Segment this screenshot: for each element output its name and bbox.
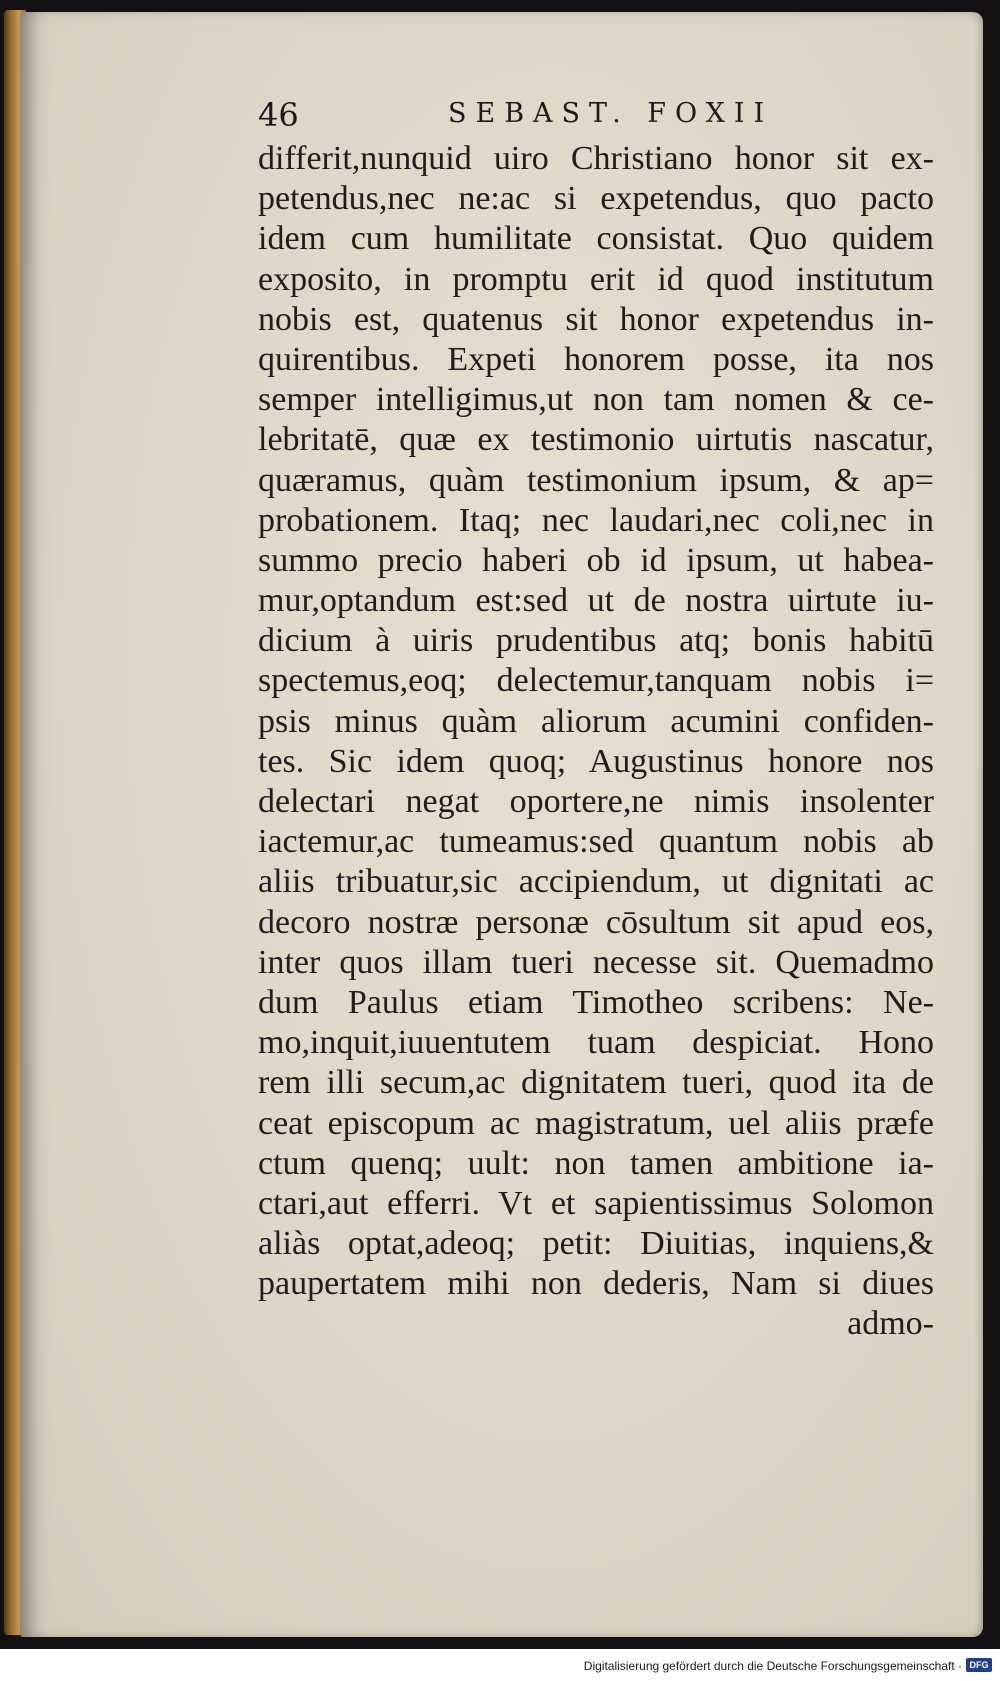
text-line: decoro nostræ personæ cōsultum sit apud eos,	[258, 903, 934, 941]
text-line: tes. Sic idem quoq; Augustinus honore nos	[258, 742, 934, 780]
text-line: lebritatē, quæ ex testimonio uirtutis nascatur,	[258, 421, 934, 459]
text-line: semper intelligimus,ut non tam nomen & ce-	[258, 381, 934, 419]
text-line: psis minus quàm aliorum acumini confiden-	[258, 702, 934, 740]
text-line: mo,inquit,iuuentutem tuam despiciat. Hono	[258, 1024, 934, 1062]
footer-bar	[0, 1649, 1000, 1681]
text-line: dicium à uiris prudentibus atq; bonis habitū	[258, 622, 934, 660]
catchword: admo-	[847, 1305, 934, 1343]
text-line: delectari negat oportere,ne nimis insolenter	[258, 783, 934, 820]
text-line: paupertatem mihi non dederis, Nam si diues	[258, 1265, 934, 1303]
text-line: aliàs optat,adeoq; petit: Diuitias, inquiens,&	[258, 1225, 934, 1263]
text-line: differit,nunquid uiro Christiano honor sit ex-	[258, 140, 934, 177]
text-line: summo precio haberi ob id ipsum, ut habea-	[258, 541, 934, 579]
text-line: rem illi secum,ac dignitatem tueri, quod ita de	[258, 1064, 934, 1102]
running-head: SEBAST. FOXII	[448, 98, 774, 129]
text-line: probationem. Itaq; nec laudari,nec coli,nec in	[258, 501, 934, 539]
text-line: spectemus,eoq; delectemur,tanquam nobis i=	[258, 662, 934, 700]
text-line: mur,optandum est:sed ut de nostra uirtute iu-	[258, 582, 934, 620]
dfg-logo: DFG	[966, 1658, 992, 1672]
text-line: quæramus, quàm testimonium ipsum, & ap=	[258, 461, 934, 499]
text-line: nobis est, quatenus sit honor expetendus in-	[258, 300, 934, 338]
funding-credit: Digitalisierung gefördert durch die Deutsche Forschungsgemeinschaft ·	[583, 1659, 962, 1673]
text-line: ctum quenq; uult: non tamen ambitione ia-	[258, 1144, 934, 1182]
page-number: 46	[258, 96, 299, 134]
page-header	[258, 96, 788, 136]
text-line: iactemur,ac tumeamus:sed quantum nobis ab	[258, 823, 934, 861]
text-line: quirentibus. Expeti honorem posse, ita nos	[258, 340, 934, 378]
text-block	[258, 139, 934, 1345]
text-line: idem cum humilitate consistat. Quo quidem	[258, 220, 934, 258]
text-line: ctari,aut efferri. Vt et sapientissimus Solomon	[258, 1184, 934, 1222]
text-line: ceat episcopum ac magistratum, uel aliis præfe	[258, 1104, 934, 1142]
text-line: dum Paulus etiam Timotheo scribens: Ne-	[258, 983, 934, 1021]
text-line: petendus,nec ne:ac si expetendus, quo pacto	[258, 180, 934, 218]
text-line: aliis tribuatur,sic accipiendum, ut dignitati ac	[258, 863, 934, 901]
text-line: exposito, in promptu erit id quod institutum	[258, 260, 934, 298]
text-line: inter quos illam tueri necesse sit. Quemadmo	[258, 943, 934, 981]
